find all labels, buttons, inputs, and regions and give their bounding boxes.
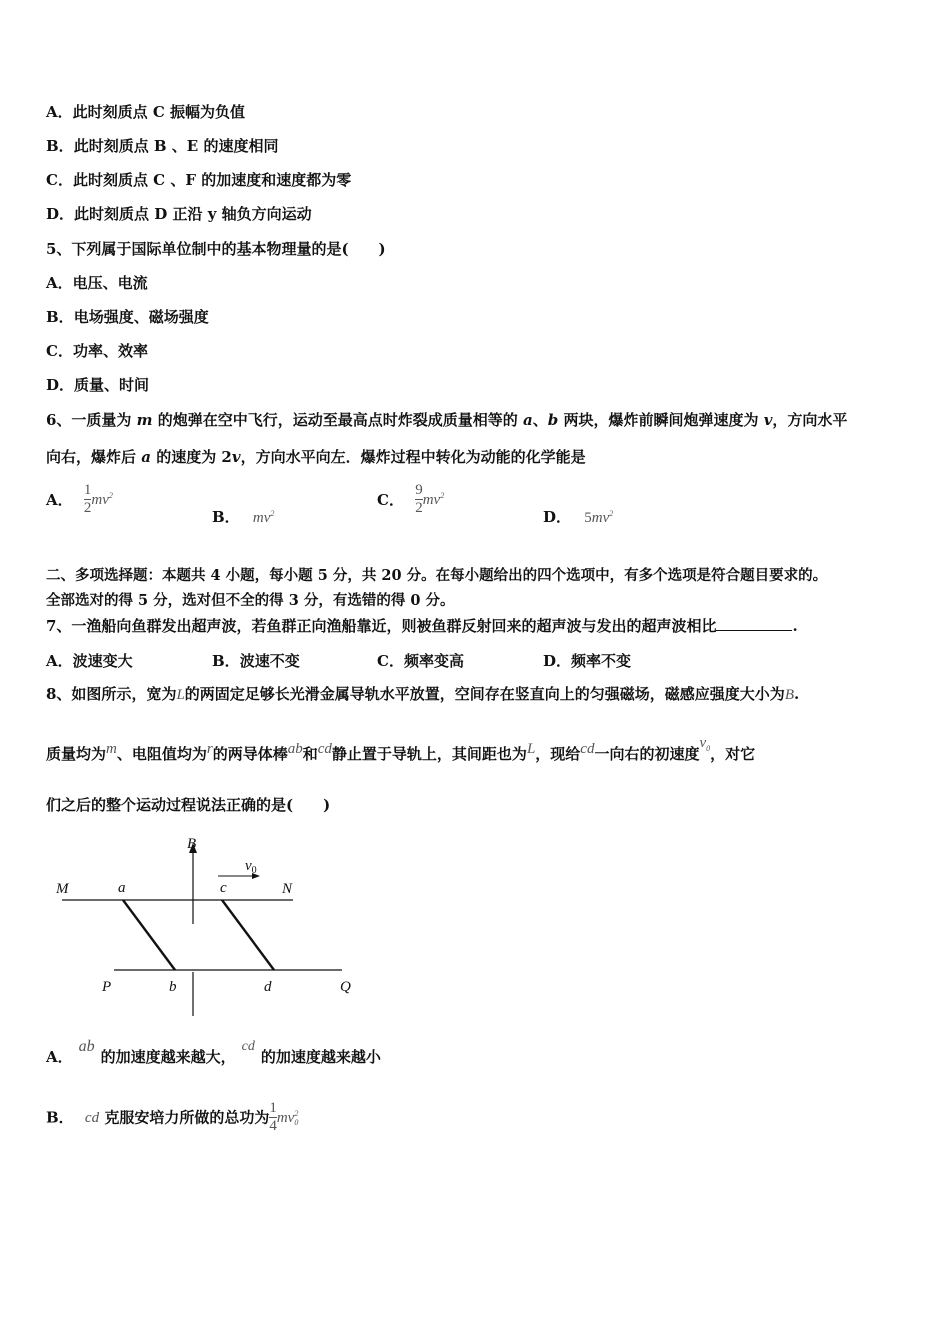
label-c: c — [220, 880, 227, 896]
q6-stem-line1: 6、一质量为 m 的炮弹在空中飞行，运动至最高点时炸裂成质量相等的 a、b 两块，爆炸前瞬间炮弹速度为 v，方向水平 — [46, 411, 848, 429]
q5-option-b: B．电场强度、磁场强度 — [46, 308, 209, 326]
label-b: b — [169, 979, 177, 995]
label-B: B — [187, 836, 197, 852]
q6-option-a: A． $\frac{1}{2}$ $mv^2$ — [46, 482, 113, 516]
rod-ab — [123, 900, 175, 970]
q6-option-c: C． $\frac{9}{2}$ $mv^2$ — [377, 482, 445, 516]
rod-cd — [222, 900, 274, 970]
label-P: P — [102, 979, 112, 995]
q8-option-b: B． cd 克服安培力所做的总功为 $\frac{1}{4}$ mv 2 0 — [46, 1100, 299, 1134]
q5-option-a: A．电压、电流 — [46, 274, 148, 292]
answer-blank — [716, 616, 792, 631]
q8-stem-line3: 们之后的整个运动过程说法正确的是( ) — [46, 796, 331, 814]
q8-stem-line2: 质量均为m、电阻值均为r的两导体棒ab和cd静止置于导轨上，其间距也为L，现给cd一向右的初速度$v_0$，对它 — [46, 735, 756, 763]
q7-option-a: A．波速变大 — [46, 652, 133, 670]
q7-option-c: C．频率变高 — [377, 652, 464, 670]
q4-option-b: B．此时刻质点 B 、E 的速度相同 — [46, 137, 279, 155]
label-a: a — [118, 880, 126, 896]
label-M: M — [56, 881, 69, 897]
q4-option-a: A．此时刻质点 C 振幅为负值 — [46, 103, 246, 121]
q7-option-d: D．频率不变 — [543, 652, 632, 670]
section2-line1: 二、多项选择题：本题共 4 小题，每小题 5 分，共 20 分。在每小题给出的四个选项中，有多个选项是符合题目要求的。 — [46, 567, 828, 584]
q7-option-b: B．波速不变 — [212, 652, 300, 670]
q8-figure — [50, 830, 370, 1020]
q8-option-a: A．ab的加速度越来越大，cd的加速度越来越小 — [46, 1038, 381, 1066]
section2-line2: 全部选对的得 5 分，选对但不全的得 3 分，有选错的得 0 分。 — [46, 592, 455, 609]
label-d: d — [264, 979, 272, 995]
q7-stem: 7、一渔船向鱼群发出超声波，若鱼群正向渔船靠近，则被鱼群反射回来的超声波与发出的超声波相比 . — [46, 617, 798, 635]
label-N: N — [282, 881, 293, 897]
q6-option-b: B． $mv^2$ — [212, 508, 275, 526]
q5-option-d: D．质量、时间 — [46, 376, 150, 394]
q5-stem: 5、下列属于国际单位制中的基本物理量的是( ) — [46, 240, 386, 258]
q4-option-d: D．此时刻质点 D 正沿 y 轴负方向运动 — [46, 205, 312, 223]
label-v0: $v_0$ — [245, 858, 257, 876]
q8-stem-line1: 8、如图所示，宽为L的两固定足够长光滑金属导轨水平放置，空间存在竖直向上的匀强磁场，磁感应强度大小为B. — [46, 685, 800, 703]
q6-stem-line2: 向右，爆炸后 a 的速度为 2v，方向水平向左．爆炸过程中转化为动能的化学能是 — [46, 448, 586, 466]
q4-option-c: C．此时刻质点 C 、F 的加速度和速度都为零 — [46, 171, 352, 189]
q5-option-c: C．功率、效率 — [46, 342, 148, 360]
q6-option-d: D． $5mv^2$ — [543, 508, 614, 526]
label-Q: Q — [340, 979, 351, 995]
